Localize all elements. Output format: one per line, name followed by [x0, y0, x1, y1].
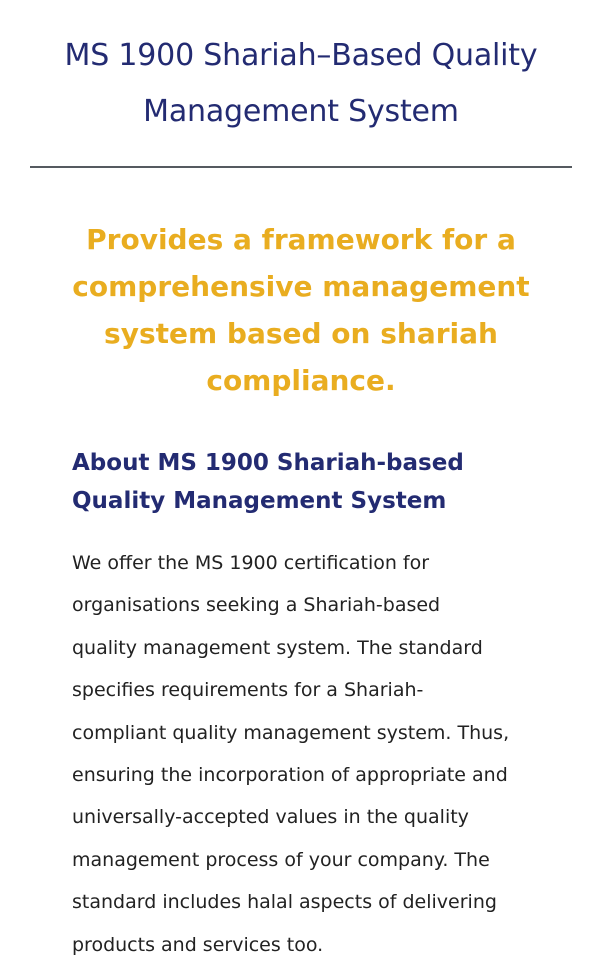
about-body-line: universally-accepted values in the quality	[72, 806, 469, 829]
tagline-line-1: Provides a framework for a	[86, 223, 516, 256]
about-heading-line-2: Quality Management System	[72, 488, 447, 514]
about-body-line: management process of your company. The	[72, 848, 490, 871]
tagline-line-2: comprehensive management	[72, 270, 530, 303]
about-heading-line-1: About MS 1900 Shariah-based	[72, 450, 464, 476]
page-title-line-1: MS 1900 Shariah–Based Quality	[64, 38, 538, 73]
about-body-line: quality management system. The standard	[72, 636, 483, 659]
about-body-line: products and services too.	[72, 933, 324, 956]
about-heading	[72, 444, 572, 520]
tagline	[60, 216, 542, 404]
about-body-text	[72, 542, 572, 960]
tagline-line-3: system based on shariah	[104, 317, 498, 350]
page-title-line-2: Management System	[143, 94, 459, 129]
about-body-line: specifies requirements for a Shariah-	[72, 679, 424, 702]
about-body-line: compliant quality management system. Thus,	[72, 721, 510, 744]
about-body-line: organisations seeking a Shariah-based	[72, 594, 441, 617]
about-body-line: We offer the MS 1900 certification for	[72, 552, 430, 574]
about-body-line: ensuring the incorporation of appropriate and	[72, 764, 508, 787]
title-divider	[30, 166, 572, 168]
page-title	[0, 0, 602, 140]
about-body-line: standard includes halal aspects of delivering	[72, 891, 497, 914]
tagline-line-4: compliance.	[206, 364, 396, 397]
